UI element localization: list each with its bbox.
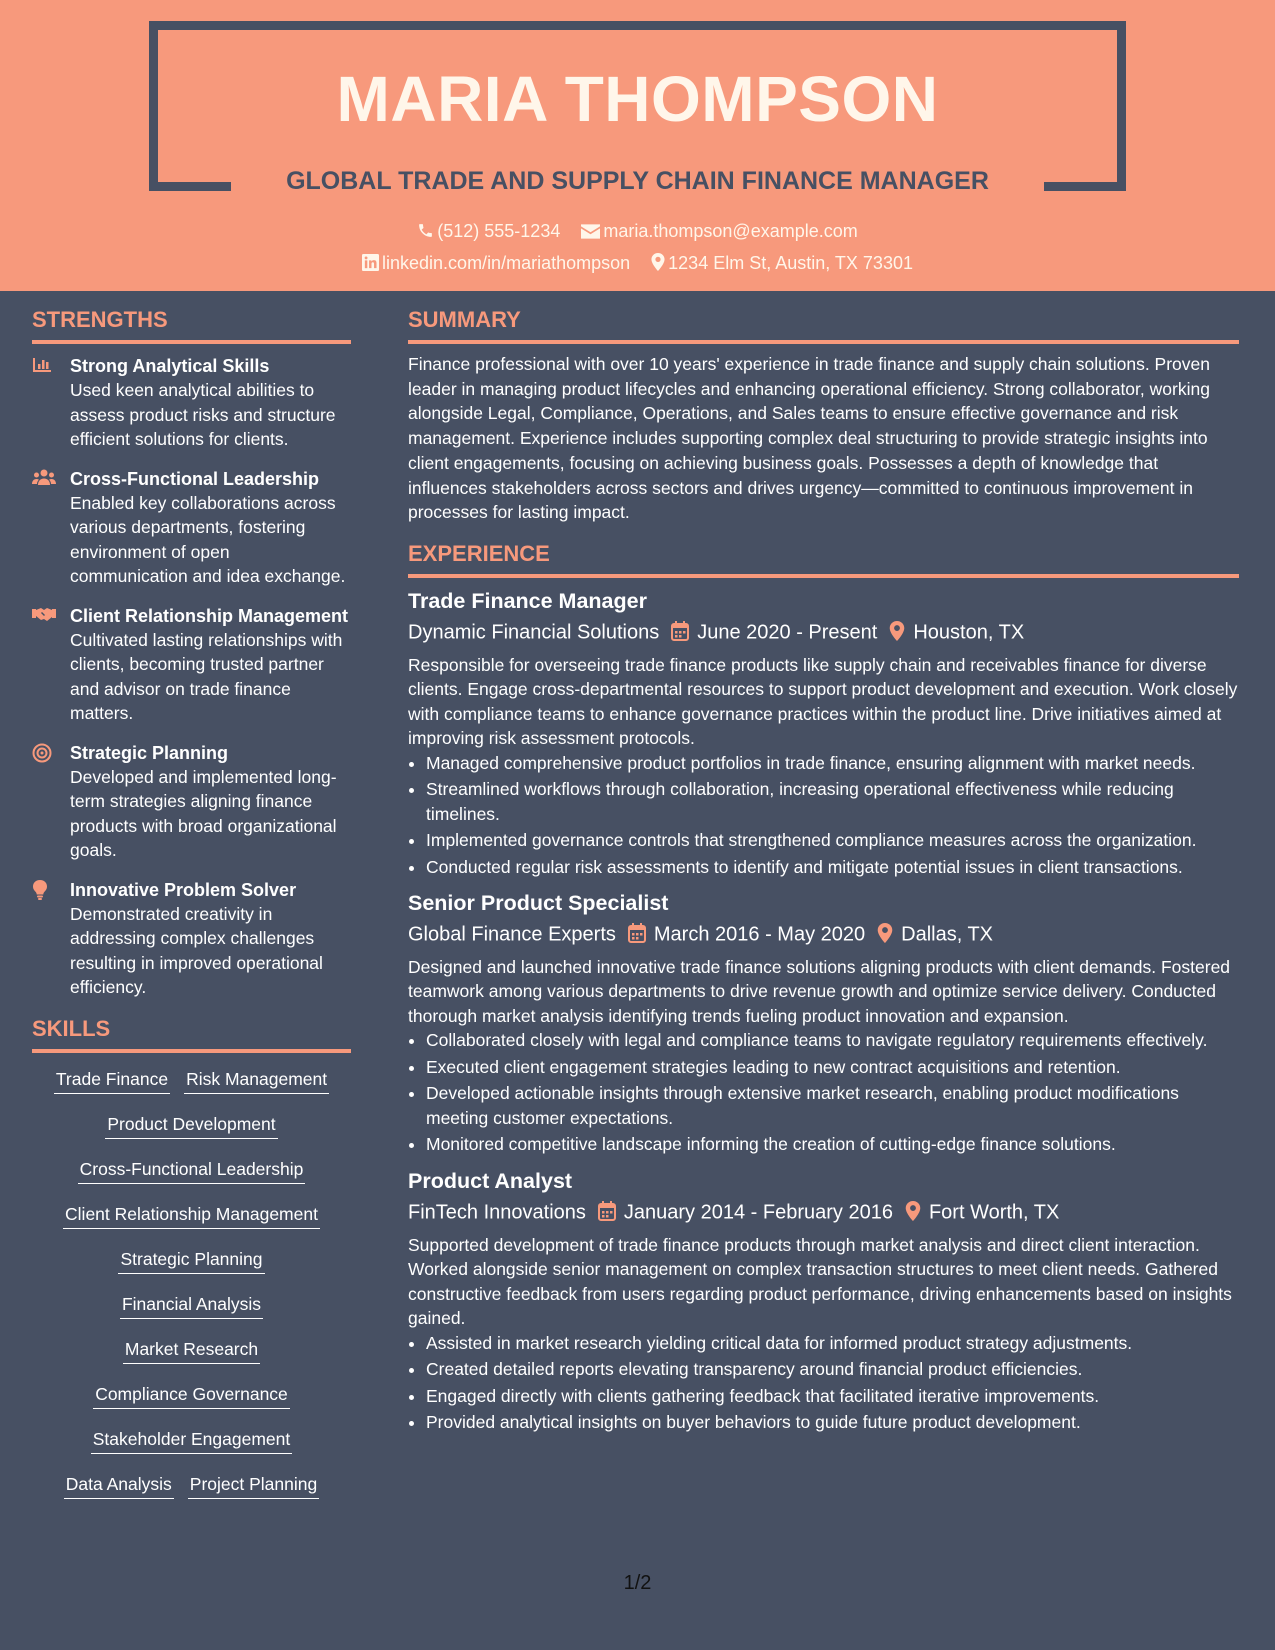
map-pin-icon	[905, 1201, 921, 1221]
phone-icon	[417, 222, 434, 239]
skill-tag: Stakeholder Engagement	[91, 1427, 293, 1454]
job-achievements	[408, 751, 1239, 880]
job-company: FinTech Innovations	[408, 1201, 586, 1224]
strength-description: Enabled key collaborations across various departments, fostering environment of open communication and idea exchange.	[70, 492, 346, 586]
strength-description: Developed and implemented long-term strategies aligning finance products with broad organizational goals.	[70, 766, 337, 860]
achievement-item: • Engaged directly with clients gathering feedback that facilitated iterative improvements.	[426, 1384, 1239, 1409]
achievement-item: • Monitored competitive landscape informing the creation of cutting-edge finance solutions.	[426, 1132, 1239, 1157]
strength-item	[32, 467, 351, 589]
job-description: Designed and launched innovative trade finance solutions aligning products with client demands. Fostered teamwork among various departments to drive revenue growth and optimize service delivery. Conducted thorough market analysis identifying trends fueling product innovation and expansion.	[408, 956, 1231, 1026]
achievement-item: • Conducted regular risk assessments to identify and mitigate potential issues in client transactions.	[426, 855, 1239, 880]
summary-text: Finance professional with over 10 years' experience in trade finance and supply chain solutions. Proven leader in managing product lifecycles and enhancing operational efficiency. Strong collaborator, working alongside Legal, Compliance, Operations, and Sales teams to ensure effective governance and risk management. Experience includes supporting complex deal structuring to provide strategic insights into client engagements, focusing on achieving business goals. Possesses a depth of knowledge that influences stakeholders across sectors and drives urgency—committed to continuous improvement in processes for lasting impact.	[408, 354, 1211, 523]
job-dates: March 2016 - May 2020	[653, 923, 866, 946]
job-meta	[408, 921, 1239, 948]
strength-title: Cross-Functional Leadership	[70, 468, 320, 489]
strength-item	[32, 354, 351, 452]
users-icon	[32, 469, 56, 487]
strength-item	[32, 604, 351, 726]
skill-tag: Risk Management	[184, 1067, 329, 1094]
envelope-icon	[581, 224, 600, 239]
job-achievements	[408, 1331, 1239, 1435]
job-entry	[408, 1167, 1239, 1435]
achievement-item: • Streamlined workflows through collaboration, increasing operational effectiveness while reducing timelines.	[426, 777, 1239, 826]
map-pin-icon	[877, 923, 893, 943]
skill-tag: Financial Analysis	[120, 1292, 263, 1319]
job-dates: June 2020 - Present	[697, 621, 878, 644]
summary-heading: SUMMARY	[408, 306, 1239, 344]
skill-tag: Compliance Governance	[93, 1382, 290, 1409]
skills-heading: SKILLS	[32, 1015, 351, 1053]
calendar-icon	[671, 621, 689, 641]
skill-tag: Product Development	[105, 1112, 277, 1139]
strength-description: Demonstrated creativity in addressing complex challenges resulting in improved operational efficiency.	[70, 903, 323, 997]
achievement-item: • Implemented governance controls that strengthened compliance measures across the organization.	[426, 828, 1239, 853]
map-pin-icon	[889, 621, 905, 641]
strength-description: Used keen analytical abilities to assess product risks and structure efficient solutions for clients.	[70, 380, 336, 449]
contact-phone[interactable]	[417, 221, 560, 242]
job-position: Senior Product Specialist	[408, 891, 669, 916]
job-entry	[408, 587, 1239, 879]
achievement-item: • Collaborated closely with legal and compliance teams to navigate regulatory requirements effectively.	[426, 1028, 1239, 1053]
strength-item	[32, 741, 351, 863]
job-location: Houston, TX	[913, 621, 1025, 644]
contact-email[interactable]	[581, 221, 857, 242]
achievement-item: • Executed client engagement strategies leading to new contract acquisitions and retention.	[426, 1055, 1239, 1080]
lightbulb-icon	[32, 880, 48, 900]
calendar-icon	[628, 923, 646, 943]
header-frame	[149, 21, 1126, 30]
contact-row	[0, 221, 1275, 242]
left-column	[32, 306, 351, 1517]
achievement-item: • Assisted in market research yielding critical data for informed product strategy adjustments.	[426, 1331, 1239, 1356]
contact-linkedin[interactable]	[362, 253, 630, 274]
job-company: Dynamic Financial Solutions	[408, 621, 660, 644]
experience-heading: EXPERIENCE	[408, 540, 1239, 578]
strengths-list	[32, 354, 351, 1000]
resume-header	[0, 0, 1275, 291]
target-icon	[32, 743, 52, 763]
linkedin-icon	[362, 254, 379, 271]
address-text: 1234 Elm St, Austin, TX 73301	[668, 253, 913, 273]
right-column	[408, 306, 1239, 1437]
strength-title: Innovative Problem Solver	[70, 879, 297, 900]
achievement-item: • Managed comprehensive product portfolios in trade finance, ensuring alignment with market needs.	[426, 751, 1239, 776]
bar-chart-icon	[32, 356, 52, 374]
achievement-item: • Created detailed reports elevating transparency around financial product efficiencies.	[426, 1357, 1239, 1382]
skill-tag: Cross-Functional Leadership	[78, 1157, 306, 1184]
achievement-item: • Developed actionable insights through extensive market research, enabling product modifications meeting customer expectations.	[426, 1081, 1239, 1130]
achievement-item: • Provided analytical insights on buyer behaviors to guide future product development.	[426, 1410, 1239, 1435]
skills-list	[32, 1067, 351, 1517]
job-entry	[408, 889, 1239, 1157]
strength-description: Cultivated lasting relationships with clients, becoming trusted partner and advisor on trade finance matters.	[70, 629, 343, 723]
strength-title: Client Relationship Management	[70, 605, 349, 626]
email-text: maria.thompson@example.com	[603, 221, 858, 241]
contact-row	[0, 253, 1275, 274]
job-achievements	[408, 1028, 1239, 1157]
strengths-heading: STRENGTHS	[32, 306, 351, 344]
job-position: Trade Finance Manager	[408, 588, 647, 613]
linkedin-text: linkedin.com/in/mariathompson	[382, 253, 631, 273]
job-position: Product Analyst	[408, 1168, 573, 1193]
job-dates: January 2014 - February 2016	[623, 1201, 893, 1224]
job-description: Responsible for overseeing trade finance products like supply chain and receivables finance for diverse clients. Engage cross-departmental resources to support product development and execution. Work closely with compliance teams to enhance governance practices within the product line. Drive initiatives aimed at improving risk assessment protocols.	[408, 654, 1238, 749]
job-meta	[408, 1199, 1239, 1226]
skill-tag: Project Planning	[188, 1472, 319, 1499]
skill-tag: Data Analysis	[64, 1472, 174, 1499]
strength-title: Strong Analytical Skills	[70, 356, 270, 376]
skill-tag: Strategic Planning	[118, 1247, 264, 1274]
job-meta	[408, 619, 1239, 646]
skill-tag: Client Relationship Management	[63, 1202, 320, 1229]
strength-title: Strategic Planning	[70, 742, 229, 763]
job-location: Fort Worth, TX	[928, 1201, 1060, 1224]
job-company: Global Finance Experts	[408, 923, 616, 946]
strength-item	[32, 878, 351, 1000]
contact-address	[651, 253, 913, 274]
job-description: Supported development of trade finance products through market analysis and direct client interaction. Worked alongside senior management on complex transaction structures to meet client needs. Gathered constructive feedback from users regarding product performance, driving enhancements based on insights gained.	[408, 1234, 1232, 1329]
skill-tag: Trade Finance	[54, 1067, 170, 1094]
job-location: Dallas, TX	[901, 923, 994, 946]
handshake-icon	[32, 606, 56, 622]
page-number: 1/2	[623, 1572, 652, 1594]
map-pin-icon	[651, 253, 665, 271]
candidate-name: MARIA THOMPSON	[336, 63, 939, 135]
phone-text: (512) 555-1234	[437, 221, 561, 241]
skill-tag: Market Research	[123, 1337, 260, 1364]
calendar-icon	[598, 1201, 616, 1221]
job-title-heading: GLOBAL TRADE AND SUPPLY CHAIN FINANCE MANAGER	[286, 167, 989, 195]
